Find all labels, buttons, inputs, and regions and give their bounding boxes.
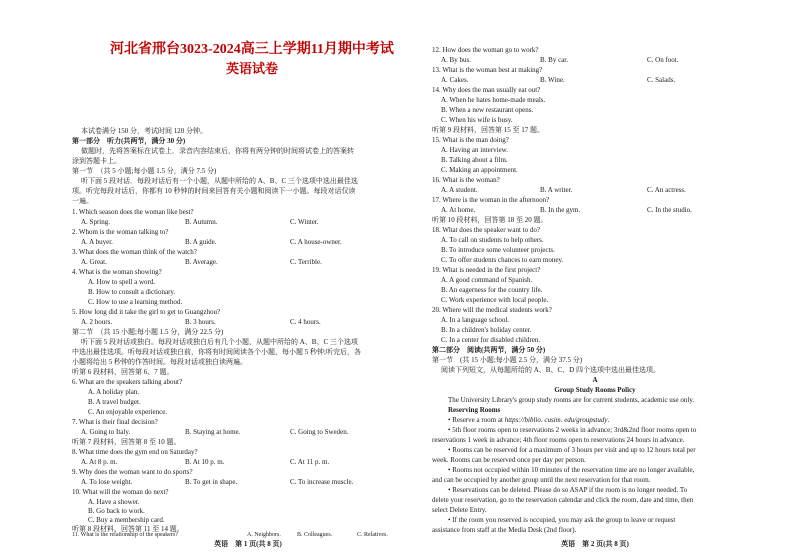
listening-hint: 听第 8 段材料，回答第 11 至 14 题。: [72, 525, 184, 533]
passage-line: week. Rooms can be reserved once per day per person.: [432, 456, 586, 464]
question-stem: 6. What are the speakers talking about?: [72, 378, 183, 386]
bullet-text: .: [607, 416, 610, 424]
passage-line: • If the room you reserved is occupied, you may ask the group to leave or request: [448, 516, 676, 524]
question-stem: 12. How does the woman go to work?: [432, 46, 539, 54]
option-c: C. To offer students chances to earn money.: [441, 256, 564, 264]
option-a: A. Great.: [81, 258, 107, 266]
option-c: C. An enjoyable experience.: [88, 408, 168, 416]
question-stem: 7. What is their final decision?: [72, 418, 158, 426]
option-b: B. Talking about a film.: [441, 156, 508, 164]
page-footer-left: 英语 第 1 页(共 8 页): [214, 540, 282, 548]
option-c: C. Going to Sweden.: [290, 428, 349, 436]
passage-title: Group Study Rooms Policy: [554, 386, 636, 394]
part-heading: 第一部分 听力(共两节，满分 30 分): [72, 137, 186, 145]
option-b: B. At 10 p. m.: [185, 458, 225, 466]
question-stem: 8. What time does the gym end on Saturday?: [72, 448, 198, 456]
option-b: B. To introduce some volunteer projects.: [441, 246, 555, 254]
passage-line: and can be occupied by another group until the next reservation for that room.: [432, 476, 651, 484]
listening-hint: 听第 6 段材料，回答第 6、7 题。: [72, 368, 174, 376]
option-c: C. A house-owner.: [290, 238, 342, 246]
passage-bullet: [448, 416, 609, 424]
instruction-line: 小题将给出 5 秒钟的作答时间。每段对话或独白读两遍。: [72, 358, 247, 366]
option-a: A. At 8 p. m.: [81, 458, 118, 466]
option-a: A. A student.: [441, 186, 478, 194]
option-a: A. 2 hours.: [81, 318, 113, 326]
left-page-bottom: [72, 0, 424, 554]
option-b: B. How to consult a dictionary.: [88, 288, 176, 296]
option-b: B. A writer.: [540, 186, 573, 194]
option-a: A. In a language school.: [441, 316, 510, 324]
question-stem: 13. What is the woman best at making?: [432, 66, 543, 74]
reservation-url[interactable]: https://biblio. cusim. edu/groupstudy: [504, 416, 608, 424]
question-stem: 17. Where is the woman in the afternoon?: [432, 196, 550, 204]
option-c: C. At 11 p. m.: [290, 458, 330, 466]
section-heading: 第一节 (共 15 小题;每小题 2.5 分，满分 37.5 分): [432, 356, 583, 364]
question-stem: 4. What is the woman showing?: [72, 268, 162, 276]
option-c: C. Terrible.: [290, 258, 322, 266]
passage-heading: Reserving Rooms: [448, 406, 501, 414]
option-b: B. To get in shape.: [185, 478, 238, 486]
option-b: B. Colleagues.: [297, 532, 333, 538]
bullet-text: • Reserve a room at: [448, 416, 505, 424]
passage-line: reservations 1 week in advance; 4th floor rooms open to reservations 24 hours in advance.: [432, 436, 685, 444]
option-a: A. Spring.: [81, 218, 110, 226]
option-a: A. At home.: [441, 206, 476, 214]
exam-title: 河北省邢台3023-2024高三上学期11月期中考试: [110, 42, 394, 57]
option-c: C. To increase muscle.: [290, 478, 354, 486]
option-b: B. A guide.: [185, 238, 217, 246]
instruction-line: 阅读下列短文，从每题所给的 A、B、C、D 四个选项中选出最佳选项。: [441, 366, 660, 374]
option-b: B. When a new restaurant opens.: [441, 106, 534, 114]
option-c: C. Making an appointment.: [441, 166, 518, 174]
option-b: B. By car.: [540, 56, 568, 64]
option-c: C. On foot.: [647, 56, 679, 64]
passage-line: assistance from staff at the Media Desk (2nd floor).: [432, 526, 577, 534]
passage-line: • 5th floor rooms open to reservations 2 weeks in advance; 3rd&2nd floor rooms open to: [448, 426, 697, 434]
section-heading: 第一节 （共 5 小题;每小题 1.5 分，满分 7.5 分): [72, 167, 217, 175]
question-stem: 5. How long did it take the girl to get to Guangzhou?: [72, 308, 221, 316]
option-a: A. Going to Italy.: [81, 428, 131, 436]
option-c: C. An actress.: [647, 186, 686, 194]
option-c: C. 4 hours.: [290, 318, 321, 326]
question-stem: 1. Which season does the woman like best?: [72, 208, 194, 216]
question-stem: 11. What is the relationship of the speakers?: [72, 532, 178, 538]
option-c: C. Winter.: [290, 218, 319, 226]
option-a: A. To call on students to help others.: [441, 236, 544, 244]
passage-line: select Delete Entry.: [432, 506, 487, 514]
option-b: B. Autumn.: [185, 218, 218, 226]
part-heading: 第二部分 阅读(共两节，满分 50 分): [432, 346, 546, 354]
question-stem: 18. What does the speaker want to do?: [432, 226, 540, 234]
intro-line: 做题时，先将答案标在试卷上．录音内容结束后，你将有两分钟的时间将试卷上的答案转: [81, 147, 354, 155]
option-b: B. 3 hours.: [185, 318, 216, 326]
option-c: C. In a center for disabled children.: [441, 336, 541, 344]
option-b: B. In the gym.: [540, 206, 581, 214]
option-a: A. A buyer.: [81, 238, 113, 246]
option-a: A. Cakes.: [441, 76, 469, 84]
exam-subtitle: 英语试卷: [225, 61, 278, 76]
option-a: A. Neighbors.: [247, 532, 281, 538]
option-c: C. Work experience with local people.: [441, 296, 549, 304]
intro-line: 本试卷满分 150 分，考试时间 120 分钟。: [81, 127, 207, 135]
listening-hint: 听第 7 段材料，回答第 8 至 10 题。: [72, 438, 181, 446]
option-b: B. Staying at home.: [185, 428, 241, 436]
passage-letter: A: [592, 376, 598, 384]
option-b: B. In a children's holiday center.: [441, 326, 532, 334]
option-a: A. A holiday plan.: [88, 388, 140, 396]
option-a: A. To lose weight.: [81, 478, 133, 486]
passage-line: The University Library's group study rooms are for current students, academic use only.: [448, 396, 695, 404]
passage-line: • Rooms not occupied within 10 minutes of the reservation time are no longer available,: [448, 466, 695, 474]
option-c: C. How to use a learning method.: [88, 298, 183, 306]
option-b: B. A travel budget.: [88, 398, 141, 406]
page-footer-right: 英语 第 2 页(共 8 页): [561, 540, 629, 548]
option-a: A. Have a shower.: [88, 498, 140, 506]
question-stem: 15. What is the man doing?: [432, 136, 509, 144]
question-stem: 3. What does the woman think of the watch?: [72, 248, 197, 256]
option-a: A. When he hates home-made meals.: [441, 96, 546, 104]
option-b: B. An eagerness for the country life.: [441, 286, 543, 294]
question-stem: 19. What is needed in the first project?: [432, 266, 541, 274]
question-stem: 10. What will the woman do next?: [72, 488, 169, 496]
option-c: C. Relatives.: [357, 532, 388, 538]
intro-line: 听下面 5 段对话．每段对话后有一个小题，从题中所给的 A、B、C 三个选项中选出最佳选: [81, 177, 358, 185]
passage-line: delete your reservation, go to the reservation calendar and click the room, date and time, then: [432, 496, 694, 504]
instruction-line: 听下面 5 段对话或独白。每段对话或独白后有几个小题，从题中所给的 A、B、C 三个选项: [81, 338, 358, 346]
question-stem: 20. Where will the medical students work?: [432, 306, 552, 314]
intro-line: 项。听完每段对话后，你都有 10 秒钟的时间来回答有关小题和阅读下一小题。每段对话仅读: [72, 187, 356, 195]
listening-hint: 听第 9 段材料，回答第 15 至 17 题。: [432, 126, 544, 134]
listening-hint: 听第 10 段材料，回答第 18 至 20 题。: [432, 216, 548, 224]
instruction-line: 中选出最佳选项。听每段对话或独白前，你将有时间阅读各个小题，每小题 5 秒钟;听完后，各: [72, 348, 361, 356]
question-stem: 16. What is the woman?: [432, 176, 500, 184]
intro-line: 涂到答题卡上。: [72, 157, 121, 165]
passage-line: • Reservations can be deleted. Please do so ASAP if the room is no longer needed. To: [448, 486, 688, 494]
question-stem: 14. Why does the man usually eat out?: [432, 86, 541, 94]
option-b: B. Average.: [185, 258, 218, 266]
passage-line: • Rooms can be reserved for a maximum of 3 hours per visit and up to 12 hours total per: [448, 446, 696, 454]
intro-line: 一遍。: [72, 197, 93, 205]
option-a: A. Having an interview.: [441, 146, 508, 154]
option-c: C. Buy a membership card.: [88, 516, 165, 524]
option-b: B. Go back to work.: [88, 507, 145, 515]
option-c: C. Salads.: [647, 76, 676, 84]
right-page: [432, 0, 758, 554]
question-stem: 2. Whom is the woman talking to?: [72, 228, 169, 236]
option-b: B. Wine.: [540, 76, 565, 84]
question-stem: 9. Why does the woman want to do sports?: [72, 468, 193, 476]
option-a: A. By bus.: [441, 56, 471, 64]
option-a: A. How to spell a word.: [88, 278, 156, 286]
section-heading: 第二节 （共 15 小题;每小题 1.5 分，满分 22.5 分): [72, 328, 224, 336]
option-a: A. A good command of Spanish.: [441, 276, 533, 284]
option-c: C. In the studio.: [647, 206, 692, 214]
option-c: C. When his wife is busy.: [441, 116, 513, 124]
